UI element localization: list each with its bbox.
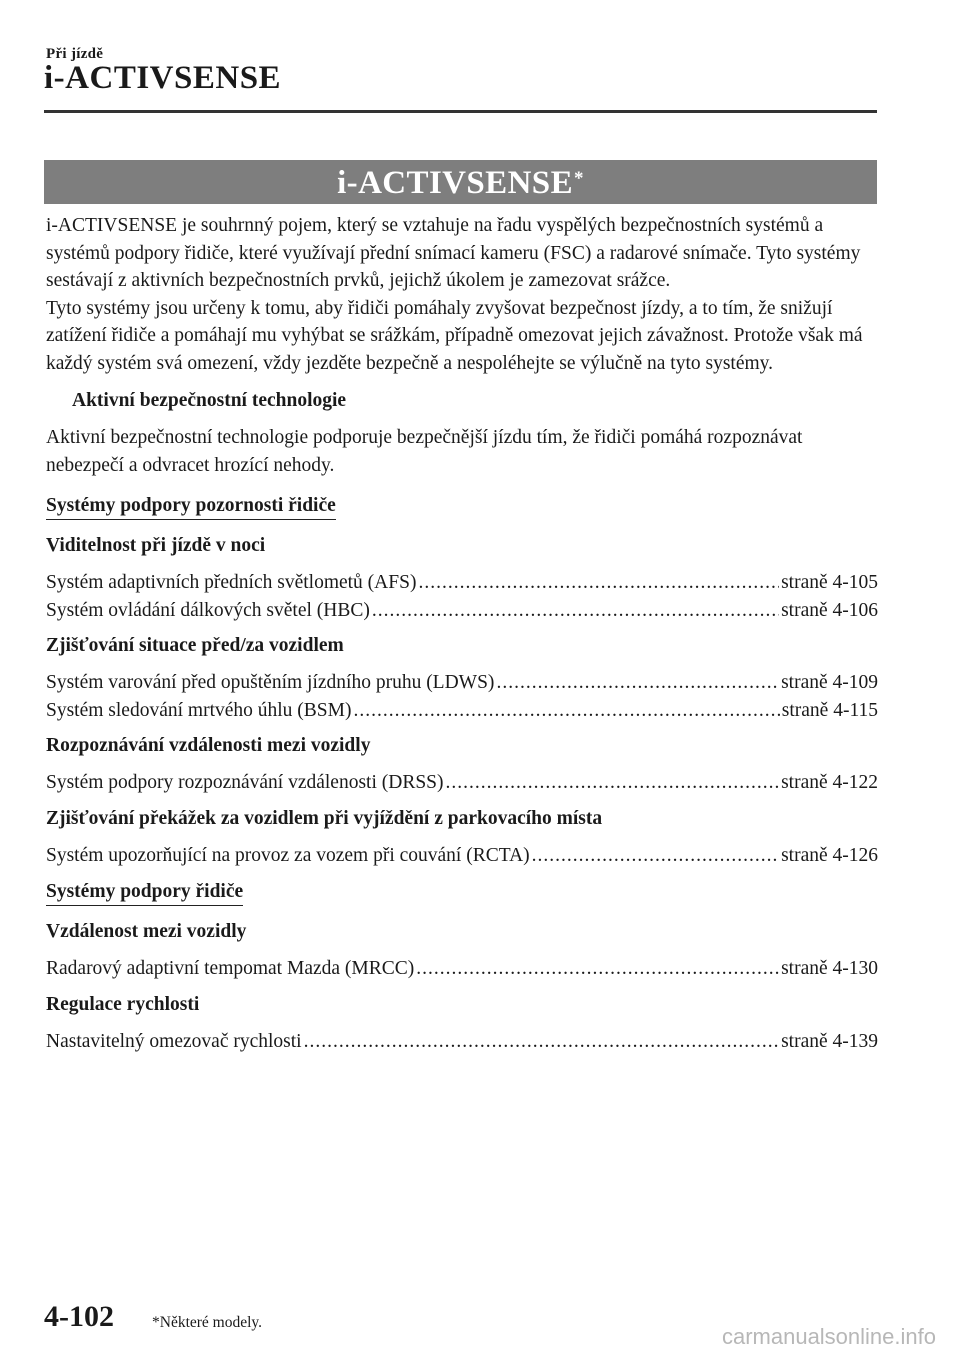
title-banner [44,160,877,204]
page-content [46,212,878,1055]
group-heading: Regulace rychlosti [46,993,200,1015]
section-heading: Systémy podpory řidiče [46,879,243,906]
watermark: carmanualsonline.info [721,1324,936,1349]
toc-entry-page: straně 4-106 [781,599,878,621]
toc-entry[interactable] [46,1028,878,1056]
group-heading: Zjišťování situace před/za vozidlem [46,635,344,656]
dot-leader [354,697,780,725]
toc-entry-name: Systém upozorňující na provoz za vozem při couvání (RCTA) [46,844,530,866]
toc-entry[interactable] [46,842,878,870]
toc-entry[interactable] [46,769,878,797]
dot-leader [446,769,780,797]
toc-entry-name: Systém podpory rozpoznávání vzdálenosti (DRSS) [46,772,444,793]
toc-entry-page: straně 4-126 [781,844,878,866]
section-kicker: Při jízdě [46,46,104,62]
toc-entry-page: straně 4-105 [781,572,878,593]
toc-entry-name: Nastavitelný omezovač rychlosti [46,1030,302,1052]
intro-paragraph: Tyto systémy jsou určeny k tomu, aby řidiči pomáhaly zvyšovat bezpečnost jízdy, a to tím, že snižují zatížení řidiče a pomáhají mu vyhýbat se srážkám, případně omezovat jejich závažnost. Protože však má každý systém svá omezení, vždy jezděte bezpečně a nespoléhejte se výlučně na tyto systémy. [46,297,863,374]
toc-entry-page: straně 4-139 [781,1030,878,1052]
toc-entry[interactable] [46,669,878,697]
toc-entry[interactable] [46,697,878,725]
page-number: 4-102 [44,1300,114,1333]
header-rule [44,110,877,113]
dot-leader [304,1028,779,1056]
group-heading: Rozpoznávání vzdálenosti mezi vozidly [46,735,371,756]
toc-entry-name: Systém adaptivních předních světlometů (AFS) [46,572,417,593]
intro-paragraph: i-ACTIVSENSE je souhrnný pojem, který se vztahuje na řadu vyspělých bezpečnostních systémů a systémů podpory řidiče, které využívají přední snímací kameru (FSC) a radarové snímače. Tyto systémy sestávají z aktivních bezpečnostních prvků, jejichž úkolem je zamezovat srážce. [46,215,861,291]
toc-entry-name: Systém varování před opuštěním jízdního pruhu (LDWS) [46,672,495,693]
group-heading: Vzdálenost mezi vozidly [46,921,247,942]
toc-entry-page: straně 4-109 [781,672,878,693]
group-heading: Viditelnost při jízdě v noci [46,535,266,556]
dot-leader [416,955,779,983]
group-heading: Zjišťování překážek za vozidlem při vyjíždění z parkovacího místa [46,807,603,829]
toc-entry-name: Systém ovládání dálkových světel (HBC) [46,599,370,621]
toc-entry-page: straně 4-130 [781,958,878,979]
footnote: *Některé modely. [152,1314,263,1331]
dot-leader [532,842,779,870]
dot-leader [418,569,779,597]
toc-entry-page: straně 4-115 [781,699,878,721]
section-heading: Systémy podpory pozornosti řidiče [46,493,336,520]
toc-entry[interactable] [46,597,878,625]
toc-entry-name: Systém sledování mrtvého úhlu (BSM) [46,699,352,721]
banner-title: i-ACTIVSENSE [337,165,573,201]
toc-entry-name: Radarový adaptivní tempomat Mazda (MRCC) [46,958,415,979]
section-title: i-ACTIVSENSE [44,60,282,96]
active-safety-text: Aktivní bezpečnostní technologie podporuje bezpečnější jízdu tím, že řidiči pomáhá rozpoznávat nebezpečí a odvracet hrozící nehody. [46,427,803,476]
dot-leader [496,669,779,697]
toc-entry[interactable] [46,955,878,983]
toc-entry-page: straně 4-122 [781,772,878,793]
toc-entry[interactable] [46,569,878,597]
banner-footnote-mark: * [573,168,584,189]
dot-leader [372,597,779,625]
active-safety-heading: Aktivní bezpečnostní technologie [72,390,347,411]
